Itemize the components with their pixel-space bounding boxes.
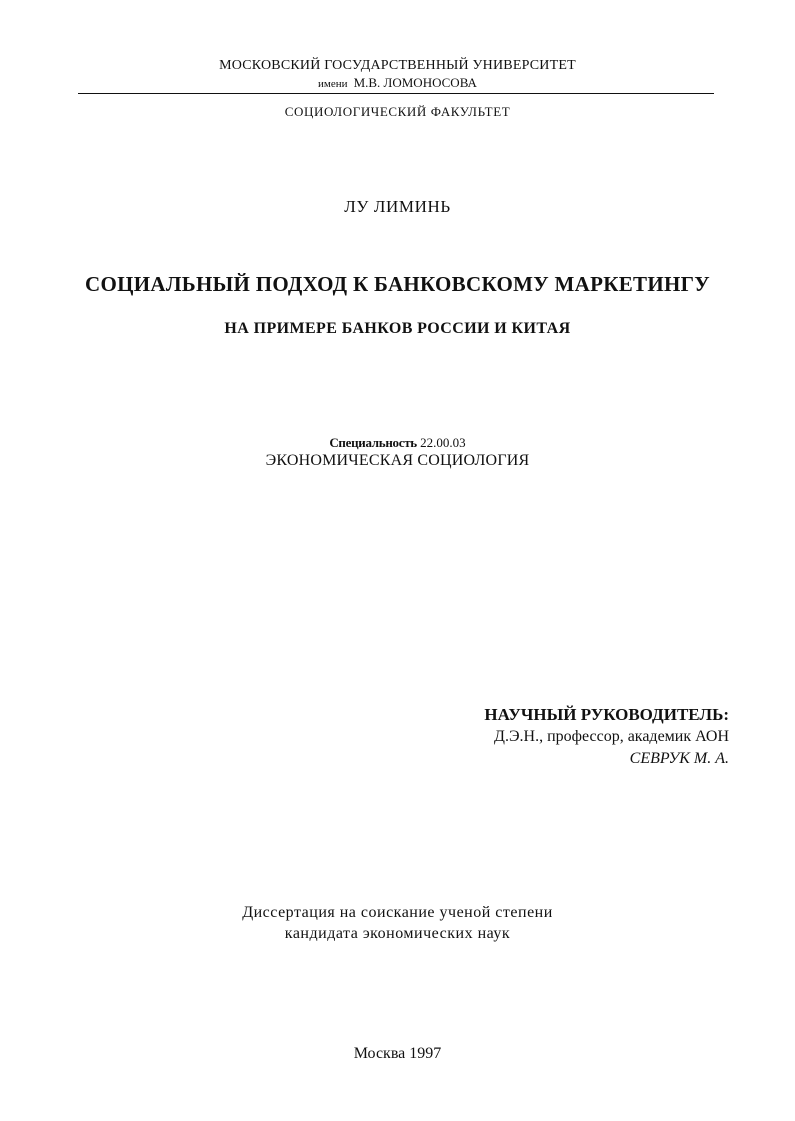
faculty-name: СОЦИОЛОГИЧЕСКИЙ ФАКУЛЬТЕТ bbox=[284, 104, 511, 119]
named-after-prefix: имени bbox=[318, 78, 348, 90]
university-named-after bbox=[0, 75, 795, 91]
dissertation-degree-line1: Диссертация на соискание ученой степени bbox=[242, 904, 553, 921]
specialty-name: ЭКОНОМИЧЕСКАЯ СОЦИОЛОГИЯ bbox=[265, 452, 530, 469]
specialty-code: 22.00.03 bbox=[420, 435, 466, 450]
dissertation-title: СОЦИАЛЬНЫЙ ПОДХОД К БАНКОВСКОМУ МАРКЕТИНГУ bbox=[85, 272, 710, 296]
dissertation-subtitle: НА ПРИМЕРЕ БАНКОВ РОССИИ И КИТАЯ bbox=[224, 320, 571, 337]
advisor-block bbox=[484, 704, 729, 770]
named-after-name: М.В. ЛОМОНОСОВА bbox=[353, 75, 477, 90]
specialty-label: Специальность bbox=[329, 435, 417, 450]
place-and-year: Москва 1997 bbox=[353, 1045, 442, 1062]
header-divider bbox=[78, 93, 714, 94]
advisor-name: СЕВРУК М. А. bbox=[629, 750, 729, 767]
specialty-line bbox=[0, 435, 795, 451]
advisor-degree: Д.Э.Н., профессор, академик АОН bbox=[494, 728, 729, 745]
author-name: ЛУ ЛИМИНЬ bbox=[344, 197, 451, 216]
advisor-heading: НАУЧНЫЙ РУКОВОДИТЕЛЬ: bbox=[484, 705, 729, 724]
dissertation-degree-line2: кандидата экономических наук bbox=[284, 925, 511, 942]
university-name: МОСКОВСКИЙ ГОСУДАРСТВЕННЫЙ УНИВЕРСИТЕТ bbox=[219, 58, 576, 73]
